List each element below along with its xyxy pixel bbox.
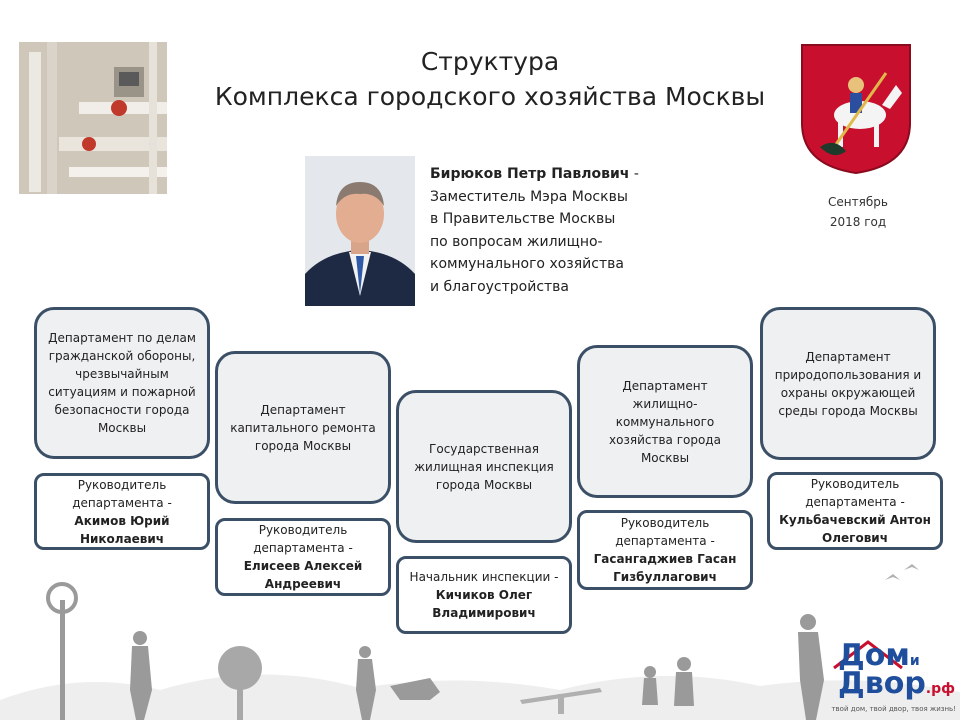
logo-word-dom: Дом [838, 638, 910, 673]
logo-word-i: и [909, 653, 920, 669]
head-name: Акимов Юрий Николаевич [74, 513, 170, 546]
department-name: Департамент природопользования и охраны окружающей среды города Москвы [774, 349, 922, 418]
department-box-housing-utilities [577, 345, 753, 498]
official-role-line-5: и благоустройства [430, 278, 570, 295]
official-name: Бирюков Петр Павлович [430, 166, 630, 182]
department-box-housing-inspection [396, 390, 572, 543]
department-name: Департамент капитального ремонта города Москвы [230, 402, 376, 453]
department-box-capital-repair [215, 351, 391, 504]
department-head-box-nature-management [767, 472, 943, 550]
coat-of-arms-icon [800, 43, 912, 175]
head-title: Руководитель департамента - [72, 477, 172, 510]
department-head-box-civil-defense [34, 473, 210, 550]
department-box-civil-defense [34, 307, 210, 459]
head-name: Гасангаджиев Гасан Гизбуллагович [593, 552, 737, 584]
head-title: Руководитель департамента - [253, 523, 353, 555]
head-name: Кульбачевский Антон Олегович [779, 513, 931, 545]
department-name: Государственная жилищная инспекция города Москвы [414, 441, 554, 492]
department-name: Департамент по делам гражданской обороны, чрезвычайным ситуациям и пожарной безопасности города Москвы [48, 331, 196, 435]
slide-title [180, 44, 800, 114]
official-dash: - [633, 166, 639, 182]
official-role-line-2: в Правительстве Москвы [430, 211, 616, 227]
pipes-photo [19, 42, 167, 194]
official-info [430, 163, 660, 298]
official-role-line-4: коммунального хозяйства [430, 256, 624, 272]
city-silhouettes-illustration [0, 560, 960, 720]
official-portrait [305, 156, 415, 306]
date-month: Сентябрь [828, 195, 888, 209]
logo-word-dvor: Двор [838, 666, 926, 701]
official-role-line-3: по вопросам жилищно- [430, 233, 603, 250]
pipes-illustration [19, 42, 167, 194]
head-name: Кичиков Олег Владимирович [432, 588, 536, 620]
moscow-coat-of-arms [800, 43, 912, 175]
portrait-illustration [305, 156, 415, 306]
head-name: Елисеев Алексей Андреевич [243, 559, 363, 591]
head-title: Руководитель департамента - [615, 516, 715, 548]
official-role-line-1: Заместитель Мэра Москвы [430, 188, 628, 205]
logo-tagline: твой дом, твой двор, твоя жизнь! [831, 705, 956, 713]
domidvor-logo [828, 636, 956, 716]
decorative-silhouettes [0, 560, 960, 720]
title-line-2: Комплекса городского хозяйства Москвы [214, 82, 766, 111]
head-title: Начальник инспекции - [409, 570, 559, 584]
department-name: Департамент жилищно-коммунального хозяйства города Москвы [609, 378, 721, 465]
date-label [800, 192, 916, 232]
logo-domain: .рф [925, 681, 956, 697]
date-year: 2018 год [829, 215, 887, 229]
title-line-1: Структура [420, 47, 560, 76]
head-title: Руководитель департамента - [805, 477, 905, 509]
department-box-nature-management [760, 307, 936, 460]
